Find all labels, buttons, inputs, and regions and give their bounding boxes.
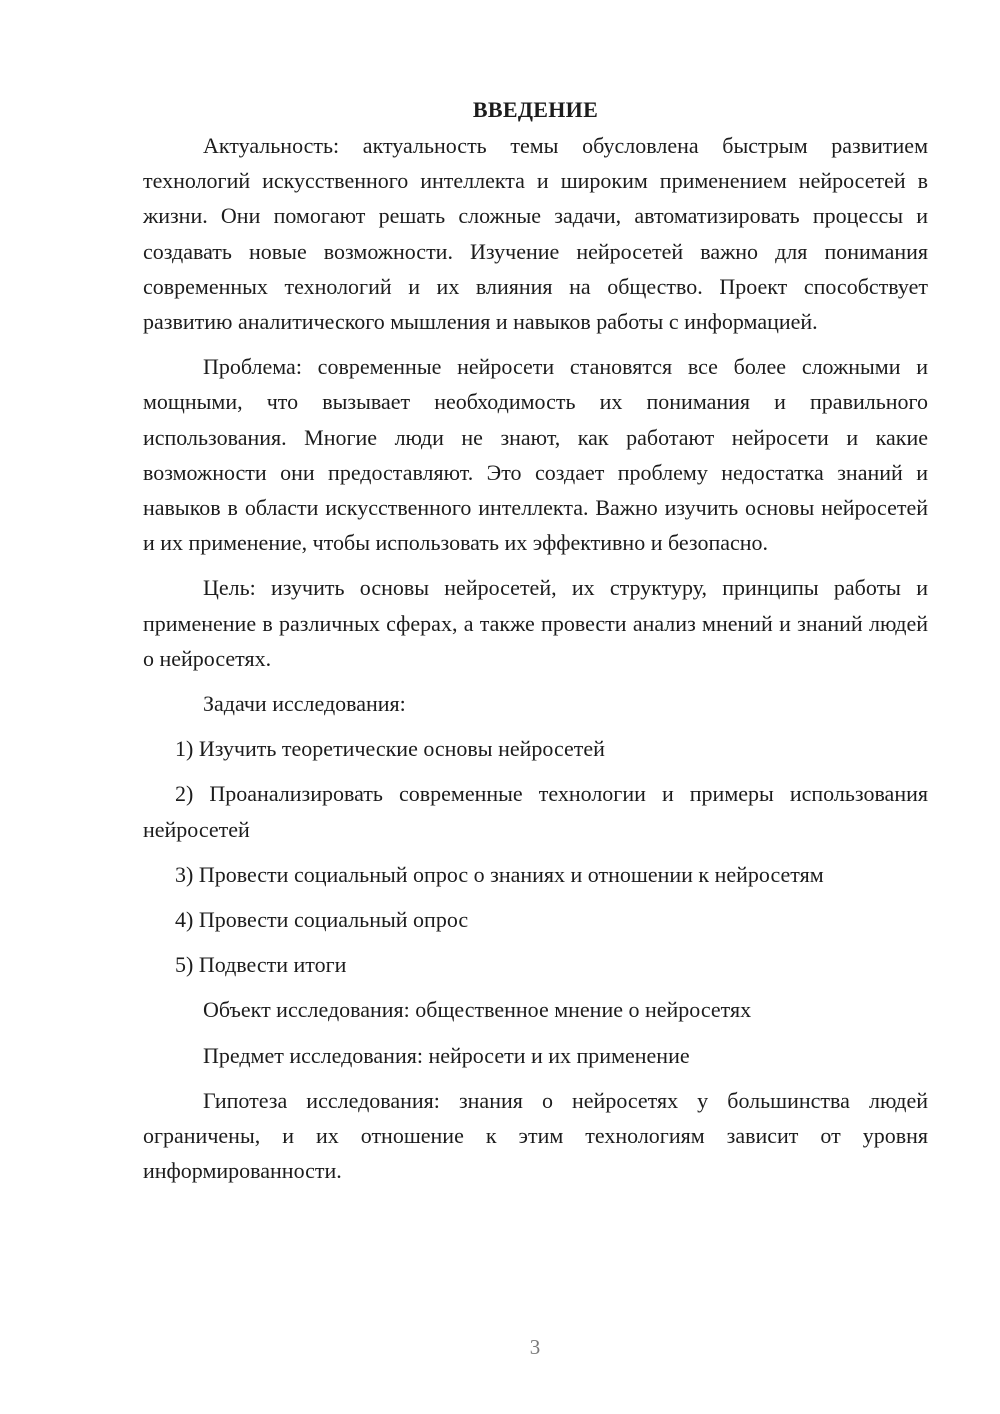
hypothesis-paragraph: Гипотеза исследования: знания о нейросетях у большинства людей ограничены, и их отношение к этим технологиям зависит от уровня информированности.	[143, 1087, 928, 1184]
document-body	[143, 92, 928, 1198]
page-number: 3	[529, 1335, 541, 1359]
relevance-paragraph: Актуальность: актуальность темы обусловлена быстрым развитием технологий искусственного интеллекта и широким применением нейросетей в жизни. Они помогают решать сложные задачи, автоматизировать процессы и создавать новые возможности. Изучение нейросетей важно для понимания современных технологий и их влияния на общество. Проект способствует развитию аналитического мышления и навыков работы с информацией.	[143, 133, 928, 335]
research-subject: Предмет исследования: нейросети и их применение	[203, 1042, 690, 1068]
task-item-5: 5) Подвести итоги	[175, 952, 347, 978]
task-item-3: 3) Провести социальный опрос о знаниях и отношении к нейросетям	[175, 861, 824, 887]
task-item-4: 4) Провести социальный опрос	[175, 907, 469, 933]
task-item-1: 1) Изучить теоретические основы нейросетей	[175, 736, 605, 762]
section-heading: ВВЕДЕНИЕ	[472, 97, 599, 122]
task-item-2: 2) Проанализировать современные технологии и примеры использования нейросетей	[143, 781, 928, 842]
tasks-title: Задачи исследования:	[203, 691, 406, 717]
problem-paragraph: Проблема: современные нейросети становятся все более сложными и мощными, что вызывает необходимость их понимания и правильного использования. Многие люди не знают, как работают нейросети и какие возможности они предоставляют. Это создает проблему недостатка знаний и навыков в области искусственного интеллекта. Важно изучить основы нейросетей и их применение, чтобы использовать их эффективно и безопасно.	[143, 354, 928, 556]
research-object: Объект исследования: общественное мнение о нейросетях	[203, 997, 752, 1023]
goal-paragraph: Цель: изучить основы нейросетей, их структуру, принципы работы и применение в различных сферах, а также провести анализ мнений и знаний людей о нейросетях.	[143, 575, 928, 671]
